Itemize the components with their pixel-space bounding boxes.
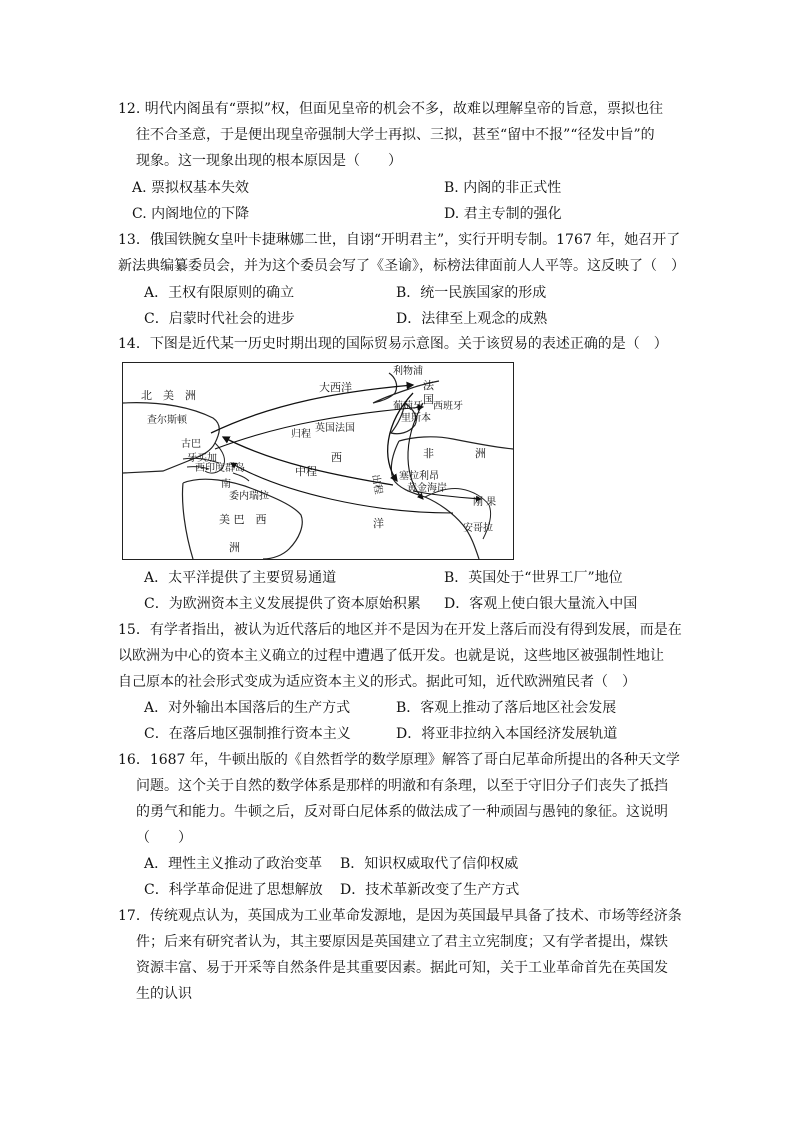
label-atlantic: 大西洋 bbox=[319, 381, 352, 394]
question-12 bbox=[118, 96, 678, 174]
question-14-line-1: 14．下图是近代某一历史时期出现的国际贸易示意图。关于该贸易的表述正确的是（ ） bbox=[118, 336, 668, 352]
question-15 bbox=[118, 617, 682, 695]
q13-option-a[interactable]: A．王权有限原则的确立 bbox=[144, 285, 295, 301]
label-france: 法 bbox=[423, 379, 434, 392]
label-south: 南 bbox=[221, 479, 231, 490]
label-portugal: 葡萄牙 bbox=[393, 401, 423, 412]
question-15-line-2: 以欧洲为中心的资本主义确立的过程中遭遇了低开发。也就是说，这些地区被强制性地让 bbox=[118, 648, 664, 664]
label-continent: 洲 bbox=[229, 541, 240, 554]
q16-option-b[interactable]: B．知识权威取代了信仰权威 bbox=[340, 856, 519, 872]
question-15-line-1: 15．有学者指出，被认为近代落后的地区并不是因为在开发上落后而没有得到发展，而是在 bbox=[118, 622, 682, 638]
label-cuba: 古巴 bbox=[181, 439, 201, 450]
q15-option-b[interactable]: B．客观上推动了落后地区社会发展 bbox=[396, 700, 617, 716]
question-17-line-4: 生的认识 bbox=[136, 986, 192, 1002]
label-north-america: 北 美 洲 bbox=[141, 389, 196, 402]
question-15-line-3: 自己原本的社会形式变成为适应资本主义的形式。据此可知，近代欧洲殖民者（ ） bbox=[118, 674, 636, 690]
question-17-line-3: 资源丰富、易于开采等自然条件是其重要因素。据此可知，关于工业革命首先在英国发 bbox=[136, 960, 668, 976]
label-west: 西 bbox=[331, 451, 342, 464]
label-venezuela: 委内瑞拉 bbox=[229, 491, 269, 502]
label-congo: 刚 果 bbox=[473, 497, 497, 508]
q16-option-a[interactable]: A．理性主义推动了政治变革 bbox=[144, 856, 323, 872]
label-france-suffix: 国 bbox=[423, 393, 434, 406]
label-britain-france: 英国法国 bbox=[315, 423, 355, 434]
label-outbound: 出程 bbox=[369, 473, 384, 496]
q15-option-d[interactable]: D．将亚非拉纳入本国经济发展轨道 bbox=[396, 726, 618, 742]
q12-option-c[interactable]: C. 内阁地位的下降 bbox=[132, 206, 250, 222]
label-charleston: 查尔斯顿 bbox=[147, 415, 187, 426]
label-angola: 安哥拉 bbox=[463, 523, 493, 534]
label-africa-1: 非 bbox=[423, 447, 434, 460]
triangular-trade-map bbox=[122, 362, 514, 560]
label-return-route: 归程 bbox=[291, 429, 311, 440]
label-africa-2: 洲 bbox=[475, 447, 486, 460]
question-14 bbox=[118, 331, 678, 357]
label-liverpool: 利物浦 bbox=[393, 366, 423, 377]
label-gold-coast: 黄金海岸 bbox=[407, 483, 447, 494]
question-17-line-1: 17．传统观点认为，英国成为工业革命发源地，是因为英国最早具备了技术、市场等经济条 bbox=[118, 908, 682, 924]
question-13-line-1: 13．俄国铁腕女皇叶卡捷琳娜二世，自诩“开明君主”，实行开明专制。1767 年，她召开了 bbox=[118, 232, 681, 248]
q14-option-d[interactable]: D．客观上使白银大量流入中国 bbox=[444, 596, 638, 612]
q16-option-d[interactable]: D．技术革新改变了生产方式 bbox=[340, 882, 520, 898]
question-17 bbox=[118, 903, 682, 1007]
q13-option-b[interactable]: B．统一民族国家的形成 bbox=[396, 285, 547, 301]
label-west-indies: 西印度群岛 bbox=[195, 463, 245, 474]
question-13 bbox=[118, 227, 685, 279]
question-13-line-2: 新法典编纂委员会，并为这个委员会写了《圣谕》，标榜法律面前人人平等。这反映了（ ） bbox=[118, 258, 685, 274]
question-16-line-1: 16．1687 年，牛顿出版的《自然哲学的数学原理》解答了哥白尼革命所提出的各种天文学 bbox=[118, 752, 680, 768]
question-16-line-4: （ ） bbox=[136, 830, 192, 846]
label-lisbon: 里斯本 bbox=[401, 413, 431, 424]
map-svg bbox=[123, 363, 513, 559]
return-route-arrow bbox=[211, 385, 413, 433]
label-sierra-leone: 塞拉利昂 bbox=[399, 471, 439, 482]
q14-option-a[interactable]: A．太平洋提供了主要贸易通道 bbox=[144, 570, 337, 586]
label-spain: 西班牙 bbox=[433, 401, 463, 412]
label-ocean: 洋 bbox=[373, 517, 384, 530]
label-jamaica: 牙买加 bbox=[187, 453, 217, 464]
q13-option-d[interactable]: D．法律至上观念的成熟 bbox=[396, 311, 548, 327]
q12-option-d[interactable]: D. 君主专制的强化 bbox=[444, 206, 562, 222]
q15-option-c[interactable]: C．在落后地区强制推行资本主义 bbox=[144, 726, 351, 742]
label-south-america: 美 巴 西 bbox=[219, 513, 267, 526]
q13-option-c[interactable]: C．启蒙时代社会的进步 bbox=[144, 311, 295, 327]
q14-option-c[interactable]: C．为欧洲资本主义发展提供了资本原始积累 bbox=[144, 596, 421, 612]
question-16 bbox=[118, 747, 678, 851]
label-middle-route: 中程 bbox=[295, 465, 317, 478]
question-17-line-2: 件；后来有研究者认为，其主要原因是英国建立了君主立宪制度；又有学者提出，煤铁 bbox=[136, 934, 668, 950]
q14-option-b[interactable]: B．英国处于“世界工厂”地位 bbox=[444, 570, 623, 586]
question-16-line-3: 的勇气和能力。牛顿之后，反对哥白尼体系的做法成了一种顽固与愚钝的象征。这说明 bbox=[136, 804, 668, 820]
question-12-line-2: 往不合圣意，于是便出现皇帝强制大学士再拟、三拟，甚至“留中不报”“径发中旨”的 bbox=[136, 127, 655, 143]
q15-option-a[interactable]: A．对外输出本国落后的生产方式 bbox=[144, 700, 351, 716]
question-12-line-3: 现象。这一现象出现的根本原因是（ ） bbox=[136, 153, 402, 169]
q16-option-c[interactable]: C．科学革命促进了思想解放 bbox=[144, 882, 323, 898]
q12-option-a[interactable]: A. 票拟权基本失效 bbox=[132, 180, 250, 196]
q12-option-b[interactable]: B. 内阁的非正式性 bbox=[444, 180, 562, 196]
question-12-line-1: 12. 明代内阁虽有“票拟”权，但面见皇帝的机会不多，故难以理解皇帝的旨意，票拟也往 bbox=[118, 101, 664, 117]
question-16-line-2: 问题。这个关于自然的数学体系是那样的明澈和有条理，以至于守旧分子们丧失了抵挡 bbox=[136, 778, 668, 794]
